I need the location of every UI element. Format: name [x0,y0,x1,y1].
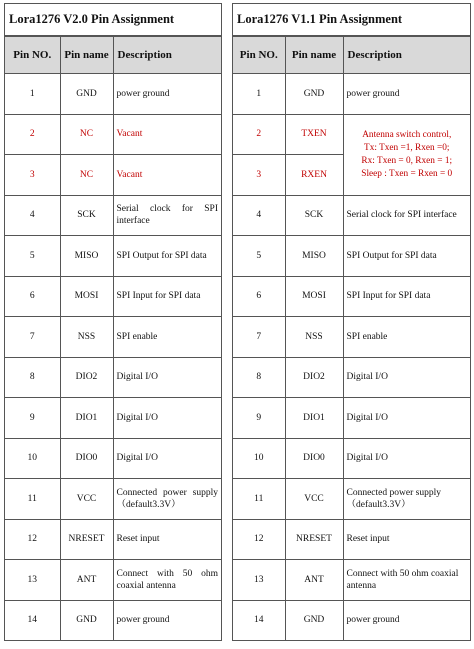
table-title: Lora1276 V1.1 Pin Assignment [233,4,470,36]
table-row [5,600,221,640]
table-row [233,600,470,640]
table-row [5,74,221,115]
antenna-switch-description [343,114,470,195]
table-row [5,155,221,196]
pin-no: 3 [5,155,60,196]
pin-name: GND [60,600,113,640]
pin-name: MISO [60,236,113,277]
pin-name: GND [285,600,343,640]
pin-no: 8 [5,357,60,398]
pin-no: 6 [233,276,285,317]
pin-name: VCC [60,479,113,520]
lora1276-v1-pin-table [232,3,471,641]
pin-no: 1 [233,74,285,115]
pin-description: SPI Output for SPI data [113,236,221,277]
pin-no: 3 [233,155,285,196]
table-row [233,438,470,479]
table-row [233,398,470,439]
pin-no: 11 [233,479,285,520]
table-row [5,195,221,236]
pin-description: SPI Input for SPI data [343,276,470,317]
pin-description: Digital I/O [113,438,221,479]
table-row [233,519,470,560]
pin-no: 8 [233,357,285,398]
pin-name: VCC [285,479,343,520]
pin-no: 12 [233,519,285,560]
pin-description: Serial clock for SPI interface [343,195,470,236]
pin-description: Digital I/O [343,398,470,439]
pin-name: ANT [60,560,113,601]
pin-name: DIO1 [60,398,113,439]
pin-description: Reset input [343,519,470,560]
table-row [5,519,221,560]
desc-line: Antenna switch control, [362,129,452,140]
pin-description: Digital I/O [113,398,221,439]
pin-name: MISO [285,236,343,277]
table-row [5,236,221,277]
pin-description: Serial clock for SPI interface [113,195,221,236]
pin-no: 4 [233,195,285,236]
pin-name: GND [60,74,113,115]
pin-name: NSS [60,317,113,358]
pin-name: DIO1 [285,398,343,439]
pin-name: NC [60,114,113,155]
pin-description: power ground [113,600,221,640]
desc-line: Tx: Txen =1, Rxen =0; [364,142,450,153]
pin-description: power ground [113,74,221,115]
pin-name: NRESET [285,519,343,560]
pin-name: DIO0 [60,438,113,479]
pin-no: 10 [233,438,285,479]
table-row [5,560,221,601]
lora1276-v2-pin-table [4,3,222,641]
pin-name: TXEN [285,114,343,155]
pin-description: Vacant [113,155,221,196]
pin-no: 6 [5,276,60,317]
table-row [233,479,470,520]
pin-description: Connected power supply（default3.3V） [113,479,221,520]
header-pin-name: Pin name [60,37,113,74]
pin-no: 2 [5,114,60,155]
pin-no: 9 [5,398,60,439]
pin-no: 14 [233,600,285,640]
desc-line: Sleep : Txen = Rxen = 0 [361,168,453,179]
pin-no: 11 [5,479,60,520]
pin-description: Reset input [113,519,221,560]
pin-description: Connect with 50 ohm coaxial antenna [113,560,221,601]
pin-no: 5 [5,236,60,277]
pin-description: power ground [343,74,470,115]
pin-no: 4 [5,195,60,236]
header-pin-no: Pin NO. [5,37,60,74]
pin-name: DIO2 [60,357,113,398]
table-row [5,276,221,317]
pin-no: 7 [233,317,285,358]
pin-description: Digital I/O [343,357,470,398]
pin-no: 13 [5,560,60,601]
table-row [233,317,470,358]
pin-description: Digital I/O [343,438,470,479]
pin-no: 12 [5,519,60,560]
table-row [233,114,470,155]
pin-name: ANT [285,560,343,601]
pin-name: RXEN [285,155,343,196]
pin-name: NRESET [60,519,113,560]
pin-name: DIO2 [285,357,343,398]
pin-name: MOSI [60,276,113,317]
header-description: Description [343,37,470,74]
table-row [233,236,470,277]
table-row [233,74,470,115]
table-row [5,398,221,439]
pin-description: SPI enable [113,317,221,358]
pin-description: Vacant [113,114,221,155]
pin-name: NSS [285,317,343,358]
table-row [5,114,221,155]
pin-description: Digital I/O [113,357,221,398]
table-row [5,479,221,520]
pin-no: 2 [233,114,285,155]
pin-no: 5 [233,236,285,277]
table-row [233,195,470,236]
table-row [233,276,470,317]
pin-description: SPI enable [343,317,470,358]
pin-description: Connect with 50 ohm coaxial antenna [343,560,470,601]
pin-description: SPI Output for SPI data [343,236,470,277]
header-pin-name: Pin name [285,37,343,74]
pin-no: 7 [5,317,60,358]
desc-line: Rx: Txen = 0, Rxen = 1; [361,155,453,166]
pin-name: NC [60,155,113,196]
pin-description: SPI Input for SPI data [113,276,221,317]
pin-no: 13 [233,560,285,601]
pin-no: 14 [5,600,60,640]
pin-name: SCK [60,195,113,236]
pin-name: MOSI [285,276,343,317]
table-title: Lora1276 V2.0 Pin Assignment [5,4,221,36]
table-row [233,560,470,601]
pin-name: DIO0 [285,438,343,479]
header-pin-no: Pin NO. [233,37,285,74]
table-row [5,438,221,479]
table-row [5,317,221,358]
pin-description: Connected power supply（default3.3V） [343,479,470,520]
table-row [5,357,221,398]
pin-name: GND [285,74,343,115]
header-description: Description [113,37,221,74]
pin-no: 1 [5,74,60,115]
pin-no: 9 [233,398,285,439]
table-row [233,357,470,398]
pin-name: SCK [285,195,343,236]
pin-no: 10 [5,438,60,479]
pin-description: power ground [343,600,470,640]
